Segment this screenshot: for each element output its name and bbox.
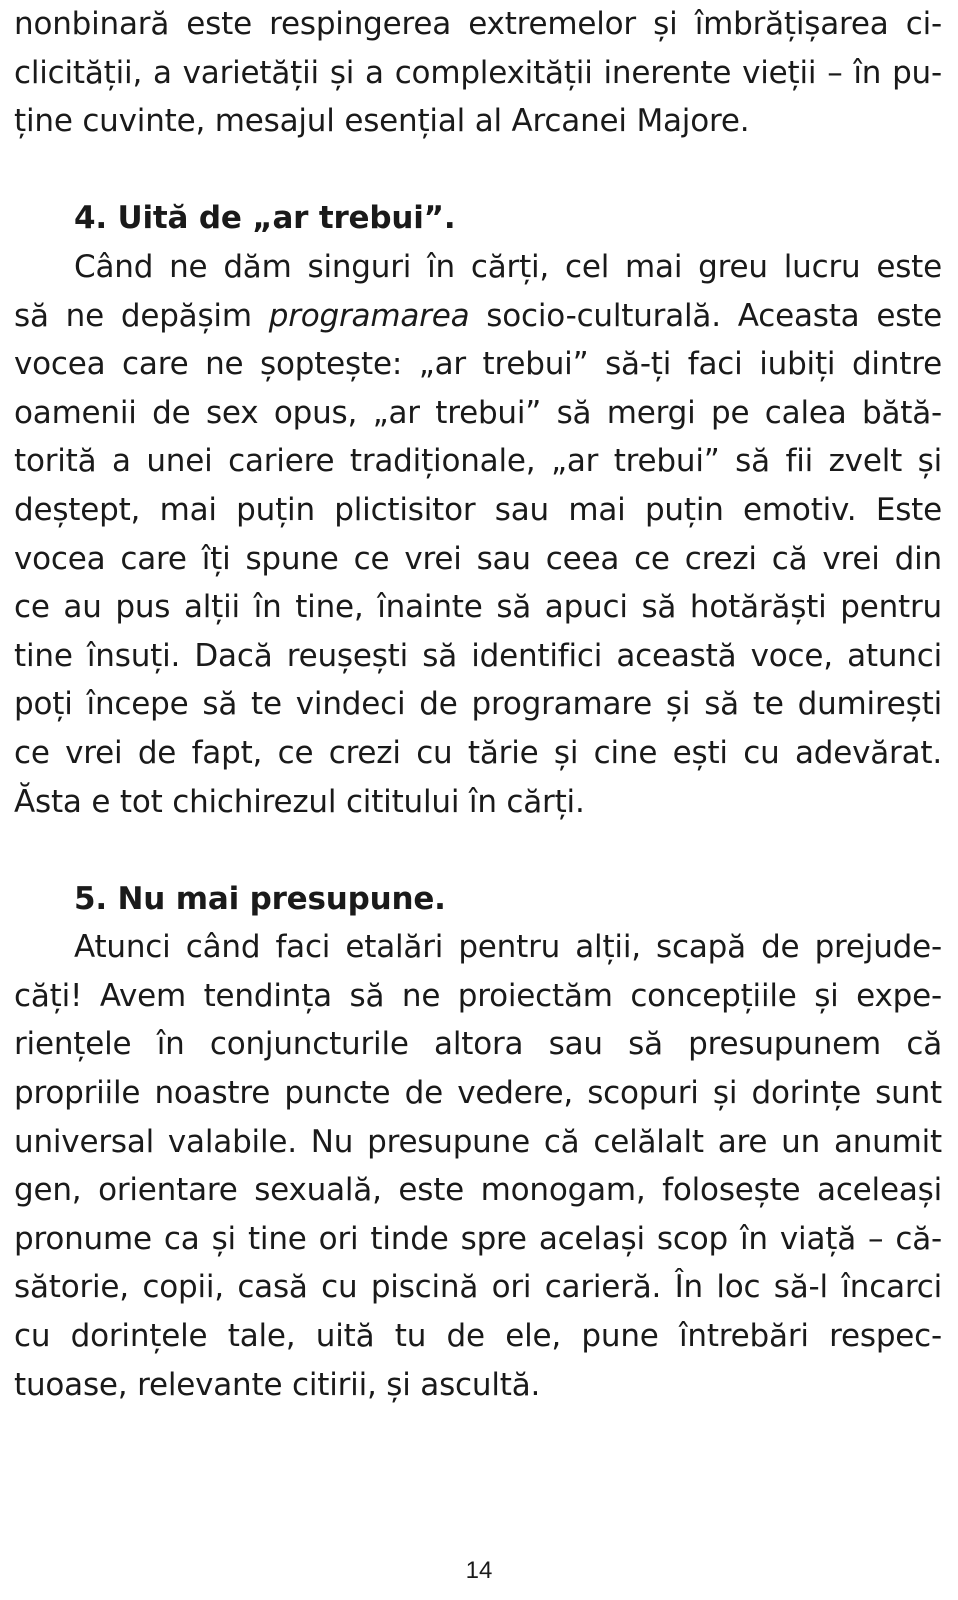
text-line: tuoase, relevante citirii, și ascultă. — [14, 1366, 541, 1403]
text-line: sătorie, copii, casă cu piscină ori carieră. În loc să-l încarci — [14, 1269, 942, 1306]
text-line: cu dorințele tale, uită tu de ele, pune întrebări respec- — [14, 1318, 942, 1355]
section-spacer — [14, 826, 942, 875]
text-line: poți începe să te vindeci de programare și să te dumirești — [14, 686, 942, 723]
text-line: pronume ca și tine ori tinde spre același scop în viață – că- — [14, 1220, 942, 1257]
book-page-body — [14, 0, 942, 1409]
section-5-heading: 5. Nu mai presupune. — [74, 880, 446, 917]
text-line: ce au pus alții în tine, înainte să apuci să hotărăști pentru — [14, 589, 942, 626]
text-line: ce vrei de fapt, ce crezi cu tărie și cine ești cu adevărat. — [14, 734, 942, 771]
continuation-paragraph — [14, 0, 942, 146]
text-line: oamenii de sex opus, „ar trebui” să mergi pe calea bătă- — [14, 394, 942, 431]
text-line: tine însuți. Dacă reușești să identifici această voce, atunci — [14, 637, 942, 674]
text-line: Atunci când faci etalări pentru alții, scapă de prejude- — [74, 929, 942, 966]
section-4 — [14, 194, 942, 826]
text-line: universal valabile. Nu presupune că celălalt are un anumit — [14, 1123, 942, 1160]
text-line: vocea care îți spune ce vrei sau ceea ce crezi că vrei din — [14, 540, 942, 577]
text-line-with-emphasis — [14, 292, 942, 341]
text-line: deștept, mai puțin plictisitor sau mai puțin emotiv. Este — [14, 491, 942, 528]
text-fragment: să ne depășim — [14, 297, 269, 334]
text-line: propriile noastre puncte de vedere, scopuri și dorințe sunt — [14, 1075, 942, 1112]
text-line: Când ne dăm singuri în cărți, cel mai greu lucru este — [74, 248, 942, 285]
text-line: clicității, a varietății și a complexității inerente vieții – în pu- — [14, 54, 942, 91]
section-5 — [14, 875, 942, 1410]
text-line: vocea care ne șoptește: „ar trebui” să-ți faci iubiți dintre — [14, 346, 942, 383]
section-4-heading: 4. Uită de „ar trebui”. — [74, 200, 456, 237]
section-spacer — [14, 146, 942, 195]
text-line: gen, orientare sexuală, este monogam, folosește aceleași — [14, 1172, 942, 1209]
text-line: Ăsta e tot chichirezul cititului în cărți. — [14, 783, 585, 820]
page-number: 14 — [465, 1557, 493, 1584]
text-fragment: socio-culturală. Aceasta este — [469, 297, 943, 334]
emphasized-word: programarea — [268, 297, 470, 334]
text-line: riențele în conjuncturile altora sau să presupunem că — [14, 1026, 942, 1063]
text-line: torită a unei cariere tradiționale, „ar trebui” să fii zvelt și — [14, 443, 942, 480]
text-line: nonbinară este respingerea extremelor și îmbrățișarea ci- — [14, 6, 942, 42]
text-line: căți! Avem tendința să ne proiectăm concepțiile și expe- — [14, 977, 942, 1014]
text-line: ține cuvinte, mesajul esențial al Arcanei Majore. — [14, 103, 750, 140]
